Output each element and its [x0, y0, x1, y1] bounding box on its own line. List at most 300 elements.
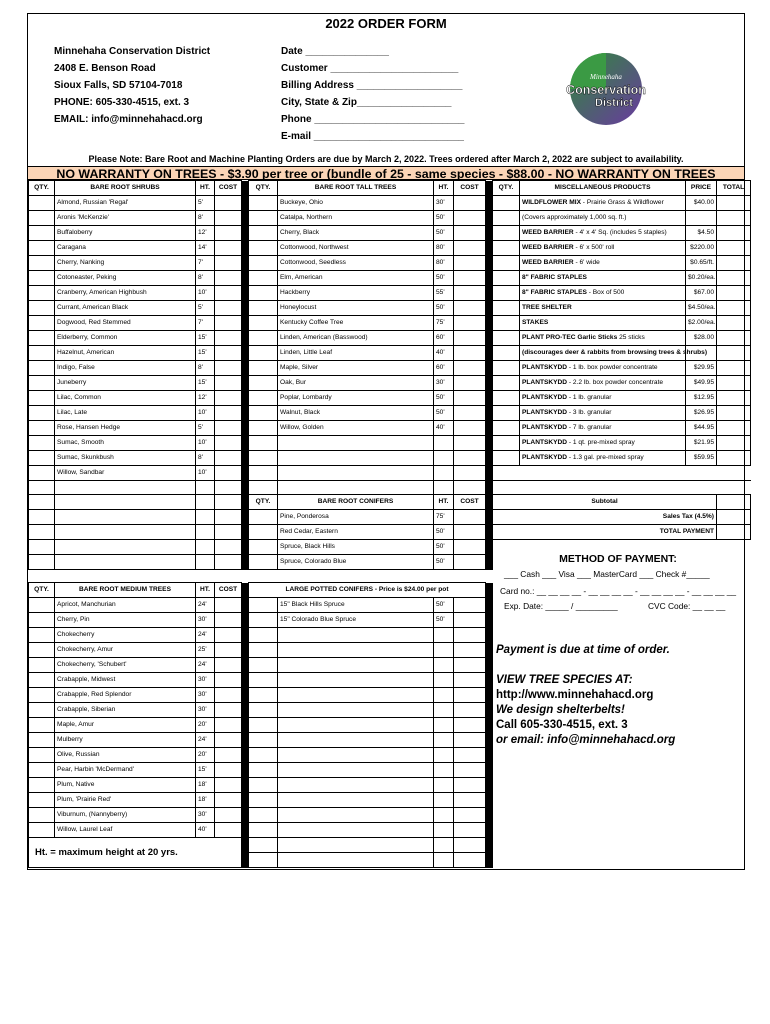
cost-cell[interactable]	[454, 838, 486, 853]
qty-cell[interactable]	[29, 376, 55, 391]
total-cell[interactable]	[717, 391, 751, 406]
cost-cell[interactable]	[454, 301, 486, 316]
cost-cell[interactable]	[215, 451, 242, 466]
qty-cell[interactable]	[29, 495, 55, 510]
qty-cell[interactable]	[249, 466, 278, 481]
cost-cell[interactable]	[215, 376, 242, 391]
sales-tax-value[interactable]	[717, 510, 751, 525]
misc-product-name: PLANT PRO-TEC Garlic Sticks	[522, 334, 618, 341]
misc-price: $4.50/ea.	[686, 301, 717, 316]
qty-cell[interactable]	[29, 346, 55, 361]
total-payment-value[interactable]	[717, 525, 751, 540]
qty-cell[interactable]	[249, 481, 278, 495]
qty-cell[interactable]	[493, 226, 520, 241]
cost-cell[interactable]	[454, 361, 486, 376]
medium-tree-name: Apricot, Manchurian	[55, 598, 196, 613]
shrub-height: 14'	[196, 241, 215, 256]
cost-cell[interactable]	[215, 688, 242, 703]
cost-cell[interactable]	[454, 808, 486, 823]
misc-product-detail: - 3 lb. granular	[567, 409, 612, 416]
cost-cell[interactable]	[215, 406, 242, 421]
misc-price: $26.95	[686, 406, 717, 421]
qty-cell[interactable]	[249, 555, 278, 570]
empty-cell	[278, 823, 434, 838]
empty-cell	[196, 555, 215, 570]
cost-cell[interactable]	[454, 853, 486, 868]
shrub-name: Lilac, Common	[55, 391, 196, 406]
empty-cell	[434, 466, 454, 481]
empty-cell	[434, 823, 454, 838]
cost-cell[interactable]	[454, 658, 486, 673]
total-cell[interactable]	[717, 241, 751, 256]
misc-price: $0.65/ft.	[686, 256, 717, 271]
cost-cell[interactable]	[215, 540, 242, 555]
cost-cell[interactable]	[454, 286, 486, 301]
qty-cell[interactable]	[29, 628, 55, 643]
qty-cell[interactable]	[249, 808, 278, 823]
shrub-height: 5'	[196, 301, 215, 316]
qty-cell[interactable]	[249, 196, 278, 211]
cost-cell[interactable]	[215, 391, 242, 406]
qty-cell[interactable]	[29, 226, 55, 241]
cost-cell[interactable]	[454, 510, 486, 525]
qty-cell[interactable]	[249, 748, 278, 763]
qty-cell[interactable]	[29, 406, 55, 421]
column-divider	[486, 643, 493, 658]
qty-cell[interactable]	[29, 748, 55, 763]
empty-cell	[278, 451, 434, 466]
empty-cell	[493, 481, 751, 495]
qty-cell[interactable]	[249, 391, 278, 406]
customer-field[interactable]: Customer _______________________	[281, 63, 459, 74]
cost-cell[interactable]	[215, 286, 242, 301]
qty-cell[interactable]	[249, 628, 278, 643]
phone-field[interactable]: Phone ___________________________	[281, 114, 465, 125]
qty-cell[interactable]	[493, 361, 520, 376]
column-divider	[242, 256, 249, 271]
qty-cell[interactable]	[249, 510, 278, 525]
qty-cell[interactable]	[249, 241, 278, 256]
qty-cell[interactable]	[493, 196, 520, 211]
column-divider	[486, 823, 493, 838]
subtotal-value[interactable]	[717, 495, 751, 510]
qty-cell[interactable]	[29, 286, 55, 301]
column-divider	[486, 466, 493, 481]
potted-conifer-height: 50'	[434, 613, 454, 628]
cost-cell[interactable]	[215, 256, 242, 271]
shrub-name: Sumac, Skunkbush	[55, 451, 196, 466]
cost-cell[interactable]	[215, 703, 242, 718]
qty-cell[interactable]	[29, 421, 55, 436]
logo-line3: District	[595, 97, 633, 109]
qty-cell[interactable]	[29, 211, 55, 226]
order-form	[27, 13, 745, 870]
total-cell[interactable]	[717, 211, 751, 226]
cost-cell[interactable]	[454, 241, 486, 256]
qty-cell[interactable]	[493, 436, 520, 451]
cost-cell[interactable]	[454, 525, 486, 540]
cost-cell[interactable]	[454, 226, 486, 241]
qty-cell[interactable]	[493, 451, 520, 466]
cost-cell[interactable]	[454, 406, 486, 421]
qty-cell[interactable]	[29, 361, 55, 376]
qty-cell[interactable]	[29, 256, 55, 271]
qty-cell[interactable]	[249, 793, 278, 808]
qty-cell[interactable]	[29, 451, 55, 466]
qty-cell[interactable]	[493, 421, 520, 436]
qty-cell[interactable]	[249, 271, 278, 286]
table-header-row	[29, 181, 751, 196]
total-cell[interactable]	[717, 301, 751, 316]
qty-cell[interactable]	[249, 346, 278, 361]
cost-cell[interactable]	[215, 361, 242, 376]
cost-cell[interactable]	[454, 718, 486, 733]
cost-cell[interactable]	[454, 540, 486, 555]
cost-cell[interactable]	[215, 346, 242, 361]
qty-cell[interactable]	[29, 525, 55, 540]
cost-cell[interactable]	[454, 376, 486, 391]
table-row	[29, 331, 751, 346]
tall-tree-name: Linden, Little Leaf	[278, 346, 434, 361]
misc-price: $44.95	[686, 421, 717, 436]
cost-cell[interactable]	[454, 451, 486, 466]
billing-address-field[interactable]: Billing Address ___________________	[281, 80, 463, 91]
org-name: Minnehaha Conservation District	[54, 46, 211, 57]
qty-cell[interactable]	[249, 211, 278, 226]
cost-cell[interactable]	[454, 271, 486, 286]
empty-cell	[278, 718, 434, 733]
tall-tree-name: Willow, Golden	[278, 421, 434, 436]
misc-price: $4.50	[686, 226, 717, 241]
qty-cell[interactable]	[29, 643, 55, 658]
qty-cell[interactable]	[249, 613, 278, 628]
medium-tree-name: Crabapple, Red Splendor	[55, 688, 196, 703]
cost-cell[interactable]	[215, 658, 242, 673]
qty-cell[interactable]	[29, 481, 55, 495]
cost-cell[interactable]	[454, 793, 486, 808]
qty-cell[interactable]	[29, 196, 55, 211]
medium-tree-height: 20'	[196, 748, 215, 763]
qty-cell[interactable]	[249, 451, 278, 466]
qty-cell[interactable]	[29, 598, 55, 613]
total-cell[interactable]	[717, 316, 751, 331]
qty-cell[interactable]	[29, 823, 55, 838]
cost-cell[interactable]	[215, 628, 242, 643]
cost-cell[interactable]	[454, 688, 486, 703]
misc-product-name: PLANTSKYDD	[522, 439, 568, 446]
qty-cell[interactable]	[493, 376, 520, 391]
qty-cell[interactable]	[249, 316, 278, 331]
misc-product-detail: - 4' x 4' Sq. (includes 5 staples)	[573, 229, 667, 236]
column-divider	[486, 226, 493, 241]
table-row	[29, 256, 751, 271]
total-payment-label: TOTAL PAYMENT	[493, 525, 717, 540]
tall-tree-height: 50'	[434, 391, 454, 406]
misc-product-detail: - 1.3 gal. pre-mixed spray	[567, 454, 644, 461]
medium-tree-name: Pear, Harbin 'McDermand'	[55, 763, 196, 778]
cost-cell[interactable]	[454, 703, 486, 718]
qty-cell[interactable]	[493, 256, 520, 271]
qty-cell[interactable]	[493, 211, 520, 226]
qty-cell[interactable]	[493, 346, 520, 361]
misc-product	[520, 391, 686, 406]
cost-cell[interactable]	[215, 226, 242, 241]
table-row	[29, 226, 751, 241]
date-field[interactable]: Date _______________	[281, 46, 389, 57]
misc-product-name: TREE SHELTER	[522, 304, 572, 311]
misc-product	[520, 196, 686, 211]
empty-cell	[278, 853, 434, 868]
qty-cell[interactable]	[493, 286, 520, 301]
empty-cell	[434, 628, 454, 643]
qty-cell[interactable]	[249, 301, 278, 316]
cost-cell[interactable]	[215, 331, 242, 346]
cost-cell[interactable]	[454, 643, 486, 658]
column-divider	[242, 286, 249, 301]
qty-cell[interactable]	[29, 703, 55, 718]
expiry-date[interactable]: Exp. Date: _____ / _________	[504, 601, 618, 611]
cost-cell[interactable]	[215, 481, 242, 495]
qty-cell[interactable]	[29, 331, 55, 346]
qty-cell[interactable]	[249, 436, 278, 451]
qty-cell[interactable]	[29, 688, 55, 703]
qty-cell[interactable]	[249, 256, 278, 271]
cost-cell[interactable]	[215, 778, 242, 793]
total-cell[interactable]	[717, 196, 751, 211]
cost-cell[interactable]	[454, 211, 486, 226]
qty-cell[interactable]	[249, 733, 278, 748]
cost-cell[interactable]	[454, 748, 486, 763]
qty-cell[interactable]	[29, 778, 55, 793]
cost-cell[interactable]	[215, 763, 242, 778]
cost-cell[interactable]	[215, 466, 242, 481]
qty-cell[interactable]	[249, 763, 278, 778]
qty-cell[interactable]	[29, 733, 55, 748]
logo-line2: Conservation	[566, 83, 646, 97]
cost-cell[interactable]	[454, 823, 486, 838]
total-cell[interactable]	[717, 436, 751, 451]
org-email: EMAIL: info@minnehahacd.org	[54, 114, 203, 125]
cost-cell[interactable]	[454, 331, 486, 346]
email-field[interactable]: E-mail ___________________________	[281, 131, 464, 142]
qty-cell[interactable]	[249, 703, 278, 718]
cost-cell[interactable]	[215, 436, 242, 451]
lower-order-table	[28, 582, 751, 868]
qty-cell[interactable]	[29, 658, 55, 673]
column-divider	[486, 525, 493, 540]
qty-cell[interactable]	[249, 406, 278, 421]
total-cell[interactable]	[717, 286, 751, 301]
qty-cell[interactable]	[249, 688, 278, 703]
total-cell[interactable]	[717, 406, 751, 421]
city-state-zip-field[interactable]: City, State & Zip_________________	[281, 97, 452, 108]
cost-cell[interactable]	[215, 598, 242, 613]
cost-cell[interactable]	[454, 316, 486, 331]
shrub-name: Almond, Russian 'Regal'	[55, 196, 196, 211]
empty-cell	[434, 748, 454, 763]
qty-cell[interactable]	[249, 778, 278, 793]
medium-tree-height: 15'	[196, 763, 215, 778]
cost-cell[interactable]	[215, 241, 242, 256]
qty-cell[interactable]	[493, 331, 520, 346]
cost-cell[interactable]	[215, 643, 242, 658]
qty-cell[interactable]	[29, 510, 55, 525]
misc-product	[520, 406, 686, 421]
column-divider	[486, 673, 493, 688]
total-cell[interactable]	[717, 226, 751, 241]
total-cell[interactable]	[717, 346, 751, 361]
qty-cell[interactable]	[249, 361, 278, 376]
column-divider	[486, 211, 493, 226]
cost-cell[interactable]	[454, 673, 486, 688]
qty-cell[interactable]	[249, 838, 278, 853]
cost-header: COST	[454, 495, 486, 510]
cost-cell[interactable]	[454, 628, 486, 643]
cost-cell[interactable]	[454, 346, 486, 361]
cost-cell[interactable]	[215, 613, 242, 628]
qty-cell[interactable]	[249, 658, 278, 673]
qty-cell[interactable]	[249, 823, 278, 838]
cost-cell[interactable]	[215, 316, 242, 331]
qty-cell[interactable]	[29, 718, 55, 733]
misc-product-detail: - Box of 500	[586, 289, 625, 296]
cost-cell[interactable]	[215, 301, 242, 316]
misc-product-name: PLANTSKYDD	[522, 394, 568, 401]
qty-cell[interactable]	[249, 525, 278, 540]
cost-cell[interactable]	[454, 466, 486, 481]
tall-tree-name: Cottonwood, Northwest	[278, 241, 434, 256]
cost-cell[interactable]	[215, 555, 242, 570]
medium-tree-name: Crabapple, Siberian	[55, 703, 196, 718]
qty-cell[interactable]	[29, 763, 55, 778]
column-divider	[242, 628, 249, 643]
cost-cell[interactable]	[215, 673, 242, 688]
ht-header: HT.	[434, 181, 454, 196]
qty-cell[interactable]	[493, 271, 520, 286]
qty-cell[interactable]	[29, 613, 55, 628]
qty-cell[interactable]	[493, 301, 520, 316]
qty-cell[interactable]	[493, 316, 520, 331]
cost-cell[interactable]	[454, 256, 486, 271]
qty-cell[interactable]	[249, 643, 278, 658]
cost-cell[interactable]	[215, 211, 242, 226]
cost-cell[interactable]	[215, 495, 242, 510]
qty-cell[interactable]	[249, 226, 278, 241]
qty-cell[interactable]	[29, 808, 55, 823]
cost-cell[interactable]	[215, 733, 242, 748]
cost-cell[interactable]	[454, 196, 486, 211]
cost-cell[interactable]	[215, 271, 242, 286]
qty-cell[interactable]	[249, 673, 278, 688]
shrub-name: Dogwood, Red Stemmed	[55, 316, 196, 331]
cost-cell[interactable]	[454, 391, 486, 406]
website-link[interactable]: http://www.minnehahacd.org	[496, 689, 654, 701]
qty-cell[interactable]	[29, 673, 55, 688]
email-line: or email: info@minnehahacd.org	[496, 734, 676, 746]
misc-product	[520, 286, 686, 301]
cvc-code[interactable]: CVC Code: __ __ __	[648, 601, 726, 611]
payment-title: METHOD OF PAYMENT:	[559, 553, 677, 565]
column-divider	[486, 540, 493, 555]
qty-cell[interactable]	[249, 598, 278, 613]
misc-product-name: WEED BARRIER	[522, 244, 574, 251]
total-cell[interactable]	[717, 451, 751, 466]
total-cell[interactable]	[717, 271, 751, 286]
qty-cell[interactable]	[249, 718, 278, 733]
medium-tree-height: 30'	[196, 703, 215, 718]
cost-cell[interactable]	[454, 421, 486, 436]
total-cell[interactable]	[717, 331, 751, 346]
total-cell[interactable]	[717, 256, 751, 271]
qty-cell[interactable]	[29, 436, 55, 451]
column-divider	[242, 271, 249, 286]
qty-cell[interactable]	[29, 540, 55, 555]
qty-cell[interactable]	[29, 391, 55, 406]
payment-methods[interactable]: ___ Cash ___ Visa ___ MasterCard ___ Check #_____	[504, 569, 710, 579]
qty-cell[interactable]	[29, 466, 55, 481]
cost-cell[interactable]	[454, 481, 486, 495]
cost-cell[interactable]	[454, 555, 486, 570]
cost-cell[interactable]	[215, 748, 242, 763]
tall-tree-name: Cherry, Black	[278, 226, 434, 241]
cost-cell[interactable]	[215, 196, 242, 211]
cost-cell[interactable]	[454, 778, 486, 793]
medium-tree-name: Plum, Native	[55, 778, 196, 793]
cost-cell[interactable]	[215, 793, 242, 808]
total-cell[interactable]	[717, 421, 751, 436]
qty-cell[interactable]	[249, 376, 278, 391]
cost-cell[interactable]	[215, 510, 242, 525]
misc-product-detail: - 2.2 lb. box powder concentrate	[567, 379, 664, 386]
qty-cell[interactable]	[249, 331, 278, 346]
cost-cell[interactable]	[215, 525, 242, 540]
total-cell[interactable]	[717, 361, 751, 376]
qty-cell[interactable]	[29, 241, 55, 256]
qty-cell[interactable]	[249, 421, 278, 436]
empty-cell	[55, 540, 196, 555]
qty-cell[interactable]	[249, 540, 278, 555]
misc-product-name: PLANTSKYDD	[522, 379, 568, 386]
misc-product	[520, 316, 686, 331]
qty-cell[interactable]	[493, 241, 520, 256]
qty-cell[interactable]	[493, 406, 520, 421]
qty-cell[interactable]	[249, 853, 278, 868]
card-number[interactable]: Card no.: __ __ __ __ - __ __ __ __ - __ __ __ __ - __ __ __ __	[500, 586, 737, 596]
cost-cell[interactable]	[215, 823, 242, 838]
cost-cell[interactable]	[454, 436, 486, 451]
cost-cell[interactable]	[215, 718, 242, 733]
price-header: PRICE	[686, 181, 717, 196]
empty-cell	[278, 466, 434, 481]
cost-cell[interactable]	[215, 808, 242, 823]
qty-cell[interactable]	[29, 555, 55, 570]
qty-cell[interactable]	[493, 391, 520, 406]
qty-cell[interactable]	[29, 301, 55, 316]
qty-cell[interactable]	[29, 271, 55, 286]
cost-cell[interactable]	[454, 763, 486, 778]
qty-cell[interactable]	[29, 316, 55, 331]
misc-product	[520, 451, 686, 466]
cost-cell[interactable]	[454, 613, 486, 628]
misc-product-name: 8" FABRIC STAPLES	[522, 289, 587, 296]
medium-tree-height: 30'	[196, 808, 215, 823]
qty-cell[interactable]	[29, 793, 55, 808]
cost-cell[interactable]	[215, 421, 242, 436]
total-cell[interactable]	[717, 376, 751, 391]
qty-cell[interactable]	[249, 286, 278, 301]
cost-cell[interactable]	[454, 733, 486, 748]
cost-cell[interactable]	[454, 598, 486, 613]
